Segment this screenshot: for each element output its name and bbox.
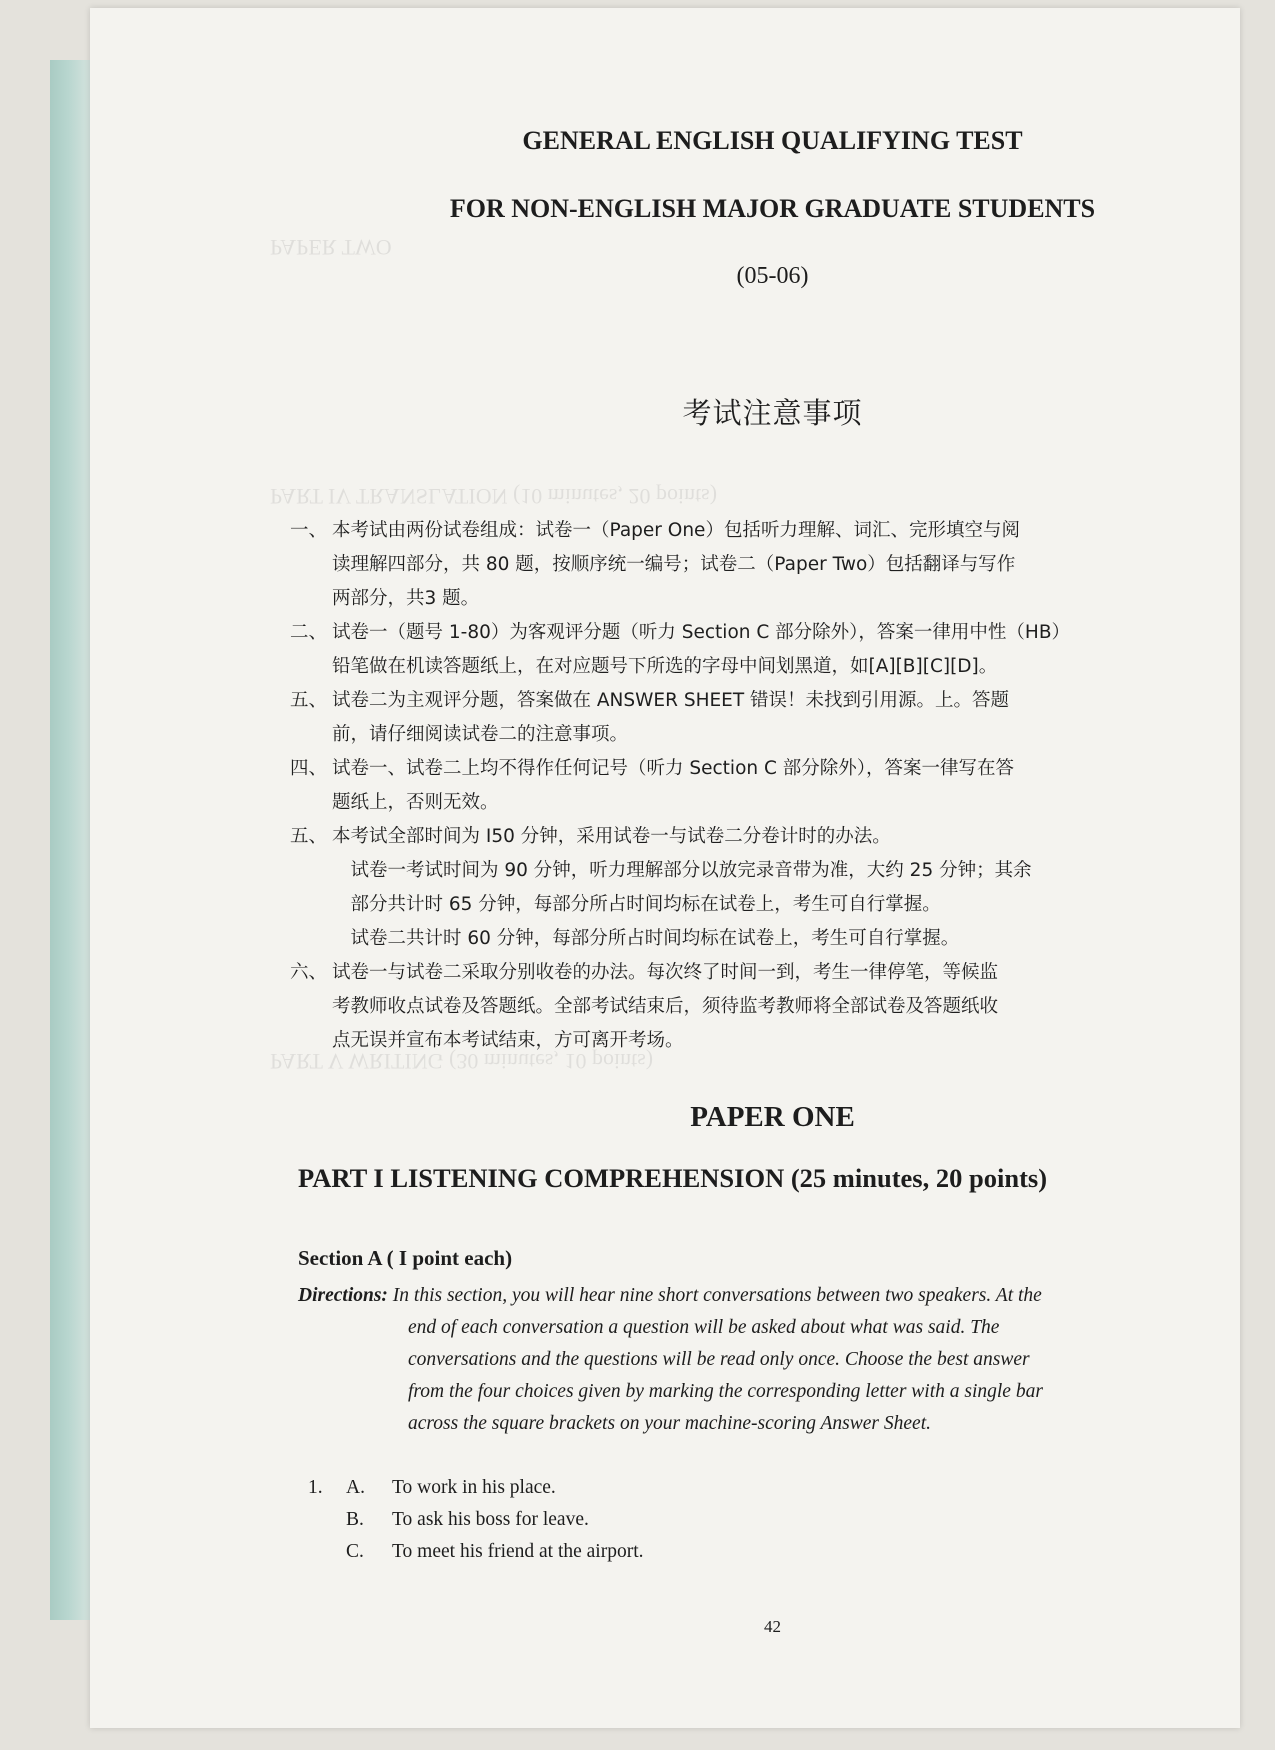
note-line: 本考试由两份试卷组成：试卷一（Paper One）包括听力理解、词汇、完形填空与阅: [332, 520, 1020, 541]
section-title: Section A ( I point each): [298, 1246, 513, 1270]
directions-block: [298, 1280, 1138, 1440]
note-line: 本考试全部时间为 I50 分钟，采用试卷一与试卷二分卷计时的办法。: [332, 826, 891, 847]
note-line: 考教师收点试卷及答题纸。全部考试结束后，须待监考教师将全部试卷及答题纸收: [332, 996, 999, 1017]
exam-page: [90, 8, 1240, 1728]
show-through-text: PART V WRITING (30 minutes, 10 points): [270, 1049, 654, 1074]
note-line: 两部分，共3 题。: [332, 588, 480, 609]
book-spine-edge: [50, 60, 90, 1620]
note-line: 试卷一、试卷二上均不得作任何记号（听力 Section C 部分除外），答案一律写在答: [332, 758, 1015, 779]
note-label: 四、: [290, 758, 328, 779]
option-letter: C.: [346, 1541, 364, 1562]
test-year: (05-06): [736, 263, 809, 289]
note-line: 点无误并宣布本考试结束，方可离开考场。: [332, 1030, 684, 1051]
note-line: 读理解四部分，共 80 题，按顺序统一编号；试卷二（Paper Two）包括翻译与写作: [332, 554, 1016, 575]
note-line: 题纸上，否则无效。: [332, 792, 499, 813]
notice-heading: 考试注意事项: [682, 396, 863, 430]
directions-line: conversations and the questions will be read only once. Choose the best answer: [408, 1349, 1030, 1370]
note-item: [290, 616, 1170, 684]
option-letter: A.: [346, 1477, 365, 1498]
note-label: 一、: [290, 520, 328, 541]
note-item: [290, 752, 1170, 820]
note-text: [332, 752, 1170, 820]
note-line: 前，请仔细阅读试卷二的注意事项。: [332, 724, 629, 745]
note-line: 试卷二共计时 60 分钟，每部分所占时间均标在试卷上，考生可自行掌握。: [332, 928, 960, 949]
note-text: [332, 820, 1170, 956]
directions-label: Directions:: [298, 1285, 388, 1306]
note-item: [290, 956, 1170, 1058]
note-item: [290, 820, 1170, 956]
note-label: 五、: [290, 826, 328, 847]
directions-line: end of each conversation a question will be asked about what was said. The: [408, 1317, 1000, 1338]
exam-notes-list: [290, 514, 1170, 1058]
note-line: 试卷二为主观评分题，答案做在 ANSWER SHEET 错误！未找到引用源。上。答题: [332, 690, 1010, 711]
note-line: 铅笔做在机读答题纸上，在对应题号下所选的字母中间划黑道，如[A][B][C][D]。: [332, 656, 998, 677]
directions-line: across the square brackets on your machine-scoring Answer Sheet.: [408, 1413, 931, 1434]
show-through-text: PAPER TWO: [270, 235, 392, 260]
note-text: [332, 956, 1170, 1058]
page-number: 42: [764, 1617, 781, 1636]
note-label: 二、: [290, 622, 328, 643]
note-item: [290, 684, 1170, 752]
note-text: [332, 616, 1170, 684]
note-label: 五、: [290, 690, 328, 711]
note-line: 试卷一与试卷二采取分别收卷的办法。每次终了时间一到，考生一律停笔，等候监: [332, 962, 999, 983]
note-label: 六、: [290, 962, 328, 983]
option-text: To meet his friend at the airport.: [392, 1541, 644, 1562]
note-line: 部分共计时 65 分钟，每部分所占时间均标在试卷上，考生可自行掌握。: [332, 894, 941, 915]
directions-text: In this section, you will hear nine short conversations between two speakers. At the: [392, 1285, 1042, 1306]
question-number: 1.: [308, 1477, 323, 1498]
note-item: [290, 514, 1170, 616]
test-subtitle: FOR NON-ENGLISH MAJOR GRADUATE STUDENTS: [449, 194, 1096, 223]
part-title: PART I LISTENING COMPREHENSION (25 minutes, 20 points): [298, 1163, 1048, 1193]
note-text: [332, 514, 1170, 616]
note-line: 试卷一（题号 1-80）为客观评分题（听力 Section C 部分除外），答案一律用中性（HB）: [332, 622, 1071, 643]
note-text: [332, 684, 1170, 752]
show-through-text: PART IV TRANSLATION (10 minutes, 20 points): [270, 484, 718, 509]
option-text: To work in his place.: [392, 1477, 556, 1498]
directions-line: from the four choices given by marking the corresponding letter with a single bar: [408, 1381, 1043, 1402]
note-line: 试卷一考试时间为 90 分钟，听力理解部分以放完录音带为准，大约 25 分钟；其余: [332, 860, 1032, 881]
option-text: To ask his boss for leave.: [392, 1509, 589, 1530]
paper-title: PAPER ONE: [690, 1101, 855, 1133]
directions-line: [298, 1280, 1138, 1312]
option-letter: B.: [346, 1509, 364, 1530]
test-title: GENERAL ENGLISH QUALIFYING TEST: [522, 126, 1023, 155]
